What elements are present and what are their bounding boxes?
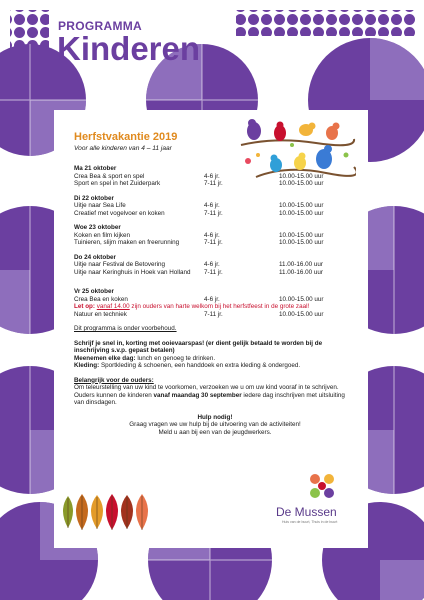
help-line-2: Meld u aan bij een van de jeugdwerkers. — [158, 428, 272, 436]
page-title: Kinderen — [57, 30, 201, 67]
document-subtitle: Voor alle kinderen van 4 – 11 jaar — [74, 145, 172, 152]
disclaimer: Dit programma is onder voorbehoud. — [74, 325, 177, 332]
activity-name: Creatief met vogelvoer en koken — [74, 209, 165, 217]
time-range: 10.00-15.00 uur — [279, 209, 324, 217]
time-range: 10.00-15.00 uur — [279, 202, 324, 209]
activity-name: Uitje naar Sea Life — [74, 202, 126, 209]
logo-name: De Mussen — [276, 505, 337, 519]
signup-section — [74, 340, 356, 370]
day-title: Woe 23 oktober — [74, 224, 121, 231]
day-block — [74, 165, 356, 188]
time-range: 10.00-15.00 uur — [279, 172, 324, 180]
help-heading: Hulp nodig! — [197, 413, 233, 421]
age-range: 4-6 jr. — [204, 231, 220, 239]
day-block — [74, 288, 356, 318]
age-range: 7-11 jr. — [204, 209, 223, 217]
de-mussen-logo — [308, 472, 336, 500]
clothing-label: Kleding: — [74, 362, 100, 369]
party-note — [74, 303, 356, 311]
activity-name: Sport en spel in het Zuiderpark — [74, 180, 161, 187]
time-range: 10.00-15.00 uur — [279, 310, 324, 318]
bring-label: Meenemen elke dag: — [74, 354, 136, 362]
parents-text-1: Om teleurstelling van uw kind te voorkomen, verzoeken we u om uw kind vooraf in te schrijven. Ouders kunnen de kinderen — [74, 384, 339, 399]
time-range: 10.00-15.00 uur — [279, 295, 324, 303]
parents-date: vanaf maandag 30 september — [153, 391, 242, 399]
age-range: 4-6 jr. — [204, 172, 220, 180]
document-title: Herfstvakantie 2019 — [74, 131, 178, 143]
day-block — [74, 254, 356, 277]
note-time: vanaf 14.00 — [96, 303, 130, 310]
note-lead: Let op: — [74, 303, 95, 310]
activity-row — [74, 261, 356, 269]
program-label: PROGRAMMA — [58, 19, 143, 33]
activity-name: Crea Bea en koken — [74, 295, 128, 303]
activity-row — [74, 210, 356, 218]
bring-text: lunch en genoeg te drinken. — [137, 354, 216, 362]
clothing-text: Sportkleding & schoenen, een handdoek en extra kleding & ondergoed. — [100, 362, 301, 369]
parents-text — [74, 384, 356, 407]
time-range: 10.00-15.00 uur — [279, 239, 324, 246]
day-block — [74, 195, 356, 218]
activity-name: Crea Bea & sport en spel — [74, 172, 145, 180]
day-title: Do 24 oktober — [74, 253, 116, 261]
day-title: Ma 21 oktober — [74, 165, 117, 172]
activity-name: Tuinieren, slijm maken en freerunning — [74, 239, 180, 246]
parents-text-2: iedere dag inschrijven met uitsluiting van dinsdagen. — [74, 391, 345, 406]
age-range: 7-11 jr. — [204, 310, 223, 318]
activity-row — [74, 173, 356, 181]
program-document — [74, 131, 356, 436]
autumn-leaves-illustration — [60, 492, 160, 532]
day-list — [74, 165, 356, 276]
activity-row — [74, 311, 356, 319]
age-range: 4-6 jr. — [204, 202, 220, 209]
parents-section — [74, 377, 356, 407]
activity-row — [74, 239, 356, 247]
activity-row — [74, 202, 356, 210]
activity-row — [74, 232, 356, 240]
activity-row — [74, 180, 356, 188]
clothing-line — [74, 362, 356, 370]
time-range: 10.00-15.00 uur — [279, 180, 324, 187]
activity-name: Natuur en techniek — [74, 310, 127, 318]
day-block — [74, 224, 356, 247]
age-range: 7-11 jr. — [204, 239, 223, 246]
logo-tagline: Huis van de buurt, Thuis in de buurt — [282, 520, 338, 524]
day-title: Vr 25 oktober — [74, 288, 114, 295]
help-section — [74, 414, 356, 437]
time-range: 11.00-16.00 uur — [279, 261, 323, 268]
note-text: zijn ouders van harte welkom bij het herfstfeest in de grote zaal! — [131, 303, 310, 310]
age-range: 7-11 jr. — [204, 268, 223, 276]
activity-name: Uitje naar Keringhuis in Hoek van Holland — [74, 268, 191, 276]
parents-heading: Belangrijk voor de ouders: — [74, 376, 154, 384]
help-line-1: Graag vragen we uw hulp bij de uitvoering van de activiteiten! — [129, 421, 301, 428]
age-range: 4-6 jr. — [204, 295, 220, 303]
activity-row — [74, 269, 356, 277]
age-range: 7-11 jr. — [204, 180, 223, 187]
time-range: 10.00-15.00 uur — [279, 231, 324, 239]
bring-line — [74, 355, 356, 363]
activity-name: Uitje naar Festival de Betovering — [74, 261, 166, 268]
signup-text: Schrijf je snel in, korting met ooievaarspas! (er dient gelijk betaald te worden bij de inschrijving s.v.p. gepast betalen) — [74, 339, 323, 354]
age-range: 4-6 jr. — [204, 261, 220, 268]
activity-row — [74, 296, 356, 304]
day-title: Di 22 oktober — [74, 194, 114, 202]
time-range: 11.00-16.00 uur — [279, 268, 323, 276]
activity-name: Koken en film kijken — [74, 231, 130, 239]
